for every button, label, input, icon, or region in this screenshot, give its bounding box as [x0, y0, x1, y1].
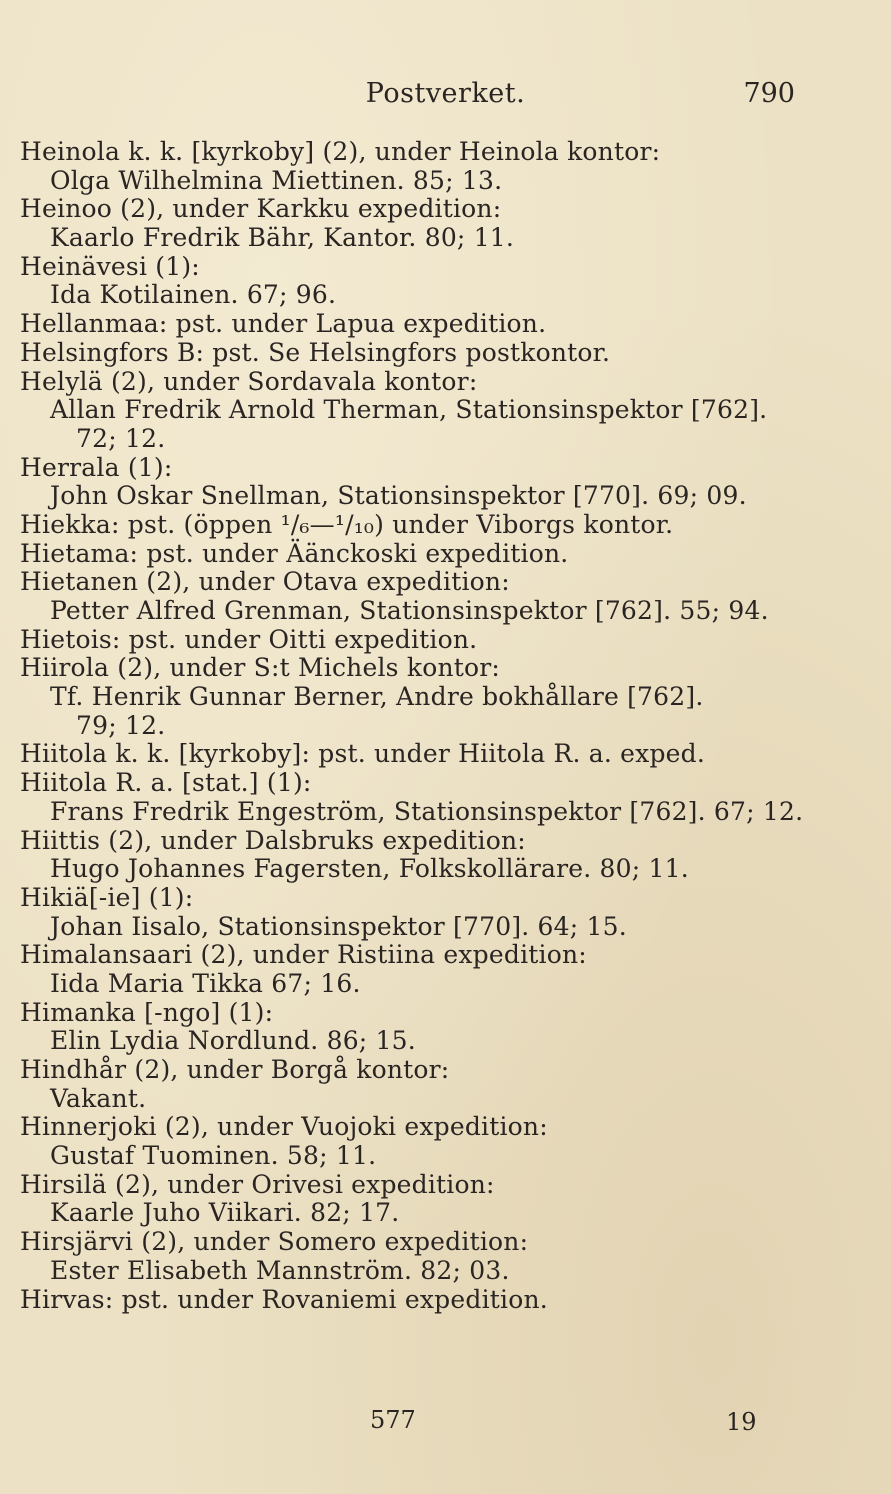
entry-detail-line: Kaarlo Fredrik Bähr, Kantor. 80; 11.	[50, 223, 515, 253]
entry-detail-line: Kaarle Juho Viikari. 82; 17.	[50, 1198, 400, 1228]
entry-heading-line: Himanka [-ngo] (1):	[20, 997, 274, 1027]
directory-entries	[20, 137, 804, 1314]
entry-detail-line: Petter Alfred Grenman, Stationsinspektor [762]. 55; 94.	[50, 596, 769, 625]
entry-detail-line: Ester Elisabeth Mannström. 82; 03.	[50, 1255, 510, 1285]
entry-detail-line: John Oskar Snellman, Stationsinspektor [770]. 69; 09.	[50, 481, 747, 511]
entry-heading-line: Heinola k. k. [kyrkoby] (2), under Heinola kontor:	[20, 137, 661, 166]
entry-heading-line: Hietois: pst. under Oitti expedition.	[20, 624, 478, 654]
entry-heading-line: Hinnerjoki (2), under Vuojoki expedition:	[20, 1112, 548, 1142]
entry-heading-line: Himalansaari (2), under Ristiina expedition:	[20, 940, 587, 970]
entry-detail-line: Hugo Johannes Fagersten, Folkskollärare. 80; 11.	[50, 854, 689, 884]
entry-heading-line: Hiitola k. k. [kyrkoby]: pst. under Hiitola R. a. exped.	[20, 739, 706, 769]
signature-mark: 577	[370, 1406, 416, 1434]
entry-heading-line: Hirvas: pst. under Rovaniemi expedition.	[20, 1284, 548, 1314]
entry-heading-line: Helylä (2), under Sordavala kontor:	[20, 366, 478, 396]
entry-detail-line: Elin Lydia Nordlund. 86; 15.	[50, 1026, 416, 1056]
entry-detail-line: 72; 12.	[76, 423, 166, 453]
entry-detail-line: Gustaf Tuominen. 58; 11.	[50, 1141, 377, 1171]
page-number: 790	[743, 78, 795, 109]
entry-heading-line: Hikiä[-ie] (1):	[20, 882, 194, 912]
entry-detail-line: Johan Iisalo, Stationsinspektor [770]. 64; 15.	[50, 911, 627, 941]
entry-detail-line: Frans Fredrik Engeström, Stationsinspektor [762]. 67; 12.	[50, 796, 804, 826]
entry-detail-line: Iida Maria Tikka 67; 16.	[50, 968, 361, 998]
footer-number: 19	[726, 1408, 757, 1436]
entry-heading-line: Helsingfors B: pst. Se Helsingfors postkontor.	[20, 337, 611, 367]
entry-detail-line: 79; 12.	[76, 710, 166, 740]
entry-heading-line: Hirsjärvi (2), under Somero expedition:	[20, 1227, 529, 1257]
entry-detail-line: Olga Wilhelmina Miettinen. 85; 13.	[50, 165, 503, 195]
entry-heading-line: Hiitola R. a. [stat.] (1):	[20, 768, 312, 798]
page-title: Postverket.	[365, 78, 526, 109]
entry-heading-line: Heinoo (2), under Karkku expedition:	[20, 194, 502, 224]
entry-heading-line: Hietama: pst. under Äänckoski expedition.	[20, 538, 569, 568]
entry-detail-line: Vakant.	[50, 1083, 147, 1113]
entry-heading-line: Hietanen (2), under Otava expedition:	[20, 567, 510, 597]
entry-detail-line: Allan Fredrik Arnold Therman, Stationsinspektor [762].	[50, 395, 768, 425]
entry-heading-line: Hiirola (2), under S:t Michels kontor:	[20, 653, 501, 683]
entry-heading-line: Hiekka: pst. (öppen ¹/₆—¹/₁₀) under Viborgs kontor.	[20, 509, 674, 539]
entry-heading-line: Herrala (1):	[20, 452, 173, 482]
entry-heading-line: Hellanmaa: pst. under Lapua expedition.	[20, 309, 547, 339]
entry-detail-line: Ida Kotilainen. 67; 96.	[50, 280, 337, 310]
entry-heading-line: Hindhår (2), under Borgå kontor:	[20, 1055, 450, 1084]
entry-detail-line: Tf. Henrik Gunnar Berner, Andre bokhållare [762].	[50, 682, 704, 712]
entry-heading-line: Heinävesi (1):	[20, 251, 200, 281]
entry-heading-line: Hiittis (2), under Dalsbruks expedition:	[20, 825, 526, 855]
entry-heading-line: Hirsilä (2), under Orivesi expedition:	[20, 1169, 495, 1199]
